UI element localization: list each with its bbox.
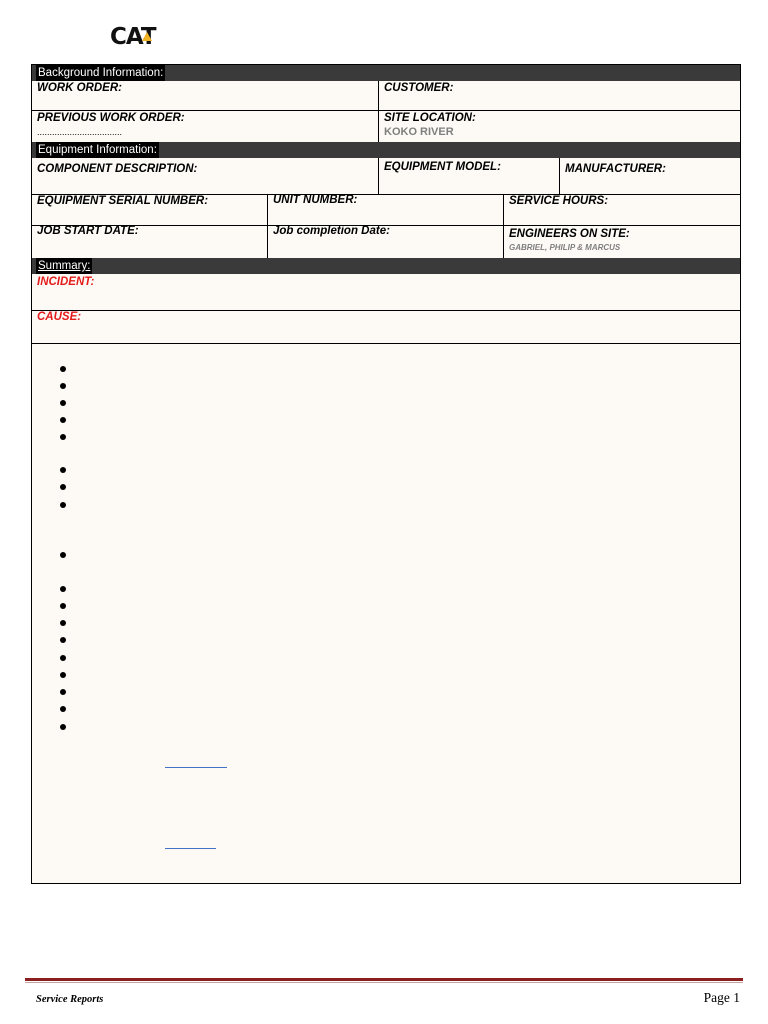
column-divider [503, 194, 504, 258]
list-bullet [60, 689, 66, 695]
column-divider [378, 158, 379, 194]
background-info-title: Background Information: [38, 67, 164, 79]
equipment-info-header [32, 142, 740, 158]
list-bullet [60, 603, 66, 609]
cat-logo: CAT [110, 24, 156, 50]
previous-work-order-value: .................................. [37, 127, 123, 137]
customer-label: CUSTOMER: [384, 82, 454, 94]
list-bullet [60, 552, 66, 558]
list-bullet [60, 383, 66, 389]
cat-logo-triangle-icon [142, 32, 152, 41]
list-bullet [60, 417, 66, 423]
list-bullet [60, 620, 66, 626]
site-location-value: KOKO RIVER [384, 126, 454, 138]
footer-title: Service Reports [36, 994, 104, 1005]
engineers-on-site-value: GABRIEL, PHILIP & MARCUS [509, 243, 621, 252]
list-bullet [60, 637, 66, 643]
row-divider [32, 310, 740, 311]
list-bullet [60, 434, 66, 440]
column-divider [267, 194, 268, 258]
site-location-label: SITE LOCATION: [384, 112, 476, 124]
equipment-info-title: Equipment Information: [38, 144, 157, 156]
background-info-header [32, 65, 740, 81]
list-bullet [60, 400, 66, 406]
column-divider [378, 81, 379, 142]
manufacturer-label: MANUFACTURER: [565, 163, 666, 175]
list-bullet [60, 502, 66, 508]
work-order-label: WORK ORDER: [37, 82, 122, 94]
service-report-form [31, 64, 741, 884]
list-bullet [60, 655, 66, 661]
component-description-label: COMPONENT DESCRIPTION: [37, 163, 198, 175]
hyperlink-underline[interactable] [165, 767, 227, 768]
hyperlink-underline[interactable] [165, 848, 216, 849]
list-bullet [60, 724, 66, 730]
list-bullet [60, 706, 66, 712]
row-divider [32, 110, 740, 111]
list-bullet [60, 586, 66, 592]
engineers-on-site-label: ENGINEERS ON SITE: [509, 228, 630, 240]
list-bullet [60, 467, 66, 473]
unit-number-label: UNIT NUMBER: [273, 194, 358, 206]
job-completion-date-label: Job completion Date: [273, 225, 390, 237]
list-bullet [60, 366, 66, 372]
service-hours-label: SERVICE HOURS: [509, 195, 609, 207]
summary-header [32, 258, 740, 274]
row-divider [32, 343, 740, 344]
column-divider [559, 158, 560, 194]
list-bullet [60, 484, 66, 490]
footer-rule [25, 978, 743, 981]
equipment-serial-number-label: EQUIPMENT SERIAL NUMBER: [37, 195, 209, 207]
summary-title: Summary: [38, 260, 91, 272]
incident-label: INCIDENT: [37, 276, 95, 288]
page-number: Page 1 [703, 990, 740, 1005]
previous-work-order-label: PREVIOUS WORK ORDER: [37, 112, 185, 124]
list-bullet [60, 672, 66, 678]
job-start-date-label: JOB START DATE: [37, 225, 139, 237]
footer-rule-shadow [25, 982, 743, 983]
cause-label: CAUSE: [37, 311, 82, 323]
equipment-model-label: EQUIPMENT MODEL: [384, 161, 501, 173]
